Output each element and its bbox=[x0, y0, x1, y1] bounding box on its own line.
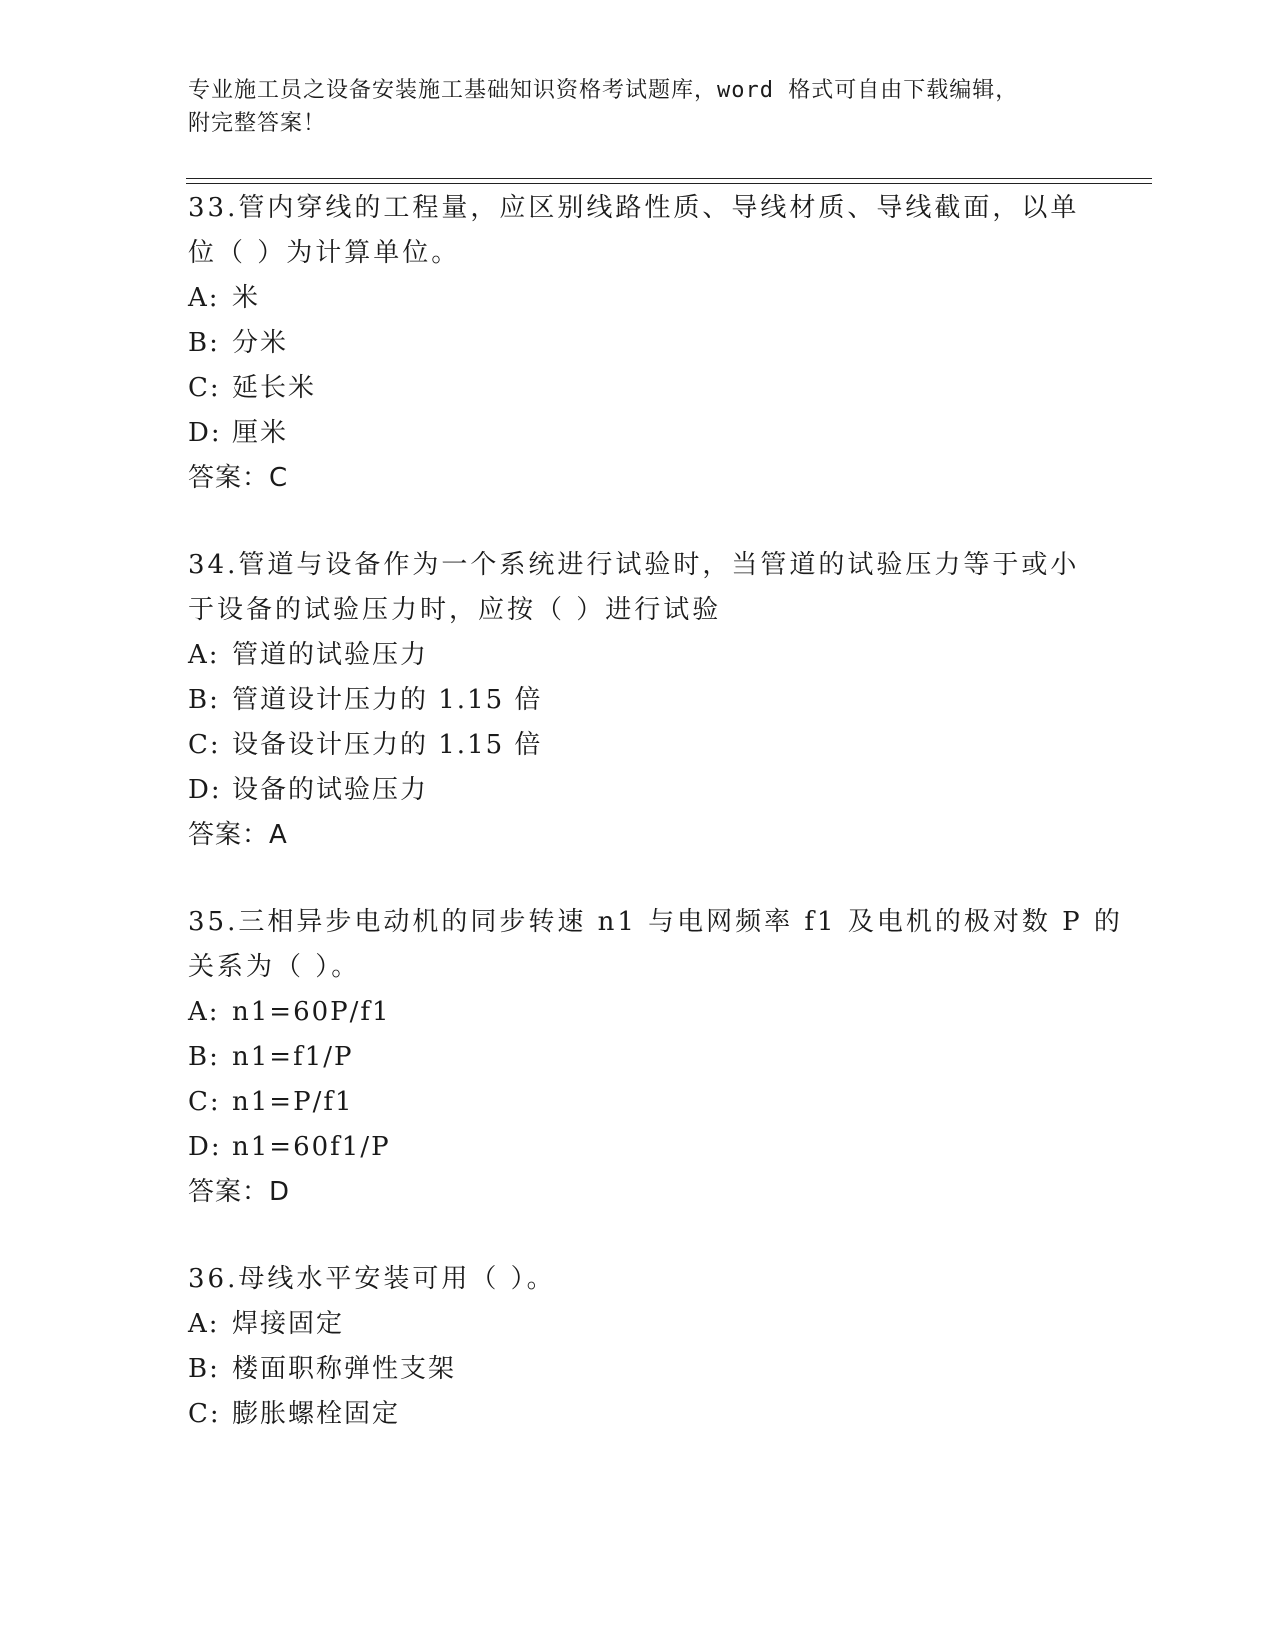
question-36 bbox=[188, 1257, 1088, 1437]
option-d: D: 厘米 bbox=[188, 418, 289, 448]
question-stem bbox=[188, 900, 1123, 990]
option-a: A: 管道的试验压力 bbox=[188, 640, 429, 670]
stem-line: 关系为（ ）。 bbox=[188, 952, 361, 982]
stem-line: 36.母线水平安装可用（ ）。 bbox=[188, 1264, 556, 1294]
question-34 bbox=[188, 543, 1088, 858]
option-b: B: n1=f1/P bbox=[188, 1042, 354, 1072]
option-a: A: 米 bbox=[188, 283, 261, 313]
answer: 答案：D bbox=[188, 1177, 291, 1207]
option-c: C: 膨胀螺栓固定 bbox=[188, 1399, 401, 1429]
question-35 bbox=[188, 900, 1123, 1215]
option-c: C: n1=P/f1 bbox=[188, 1087, 354, 1117]
stem-line: 34.管道与设备作为一个系统进行试验时，当管道的试验压力等于或小 bbox=[188, 550, 1080, 580]
question-stem bbox=[188, 1257, 1088, 1302]
option-b: B: 楼面职称弹性支架 bbox=[188, 1354, 457, 1384]
option-c: C: 设备设计压力的 1.15 倍 bbox=[188, 730, 543, 760]
option-c: C: 延长米 bbox=[188, 373, 317, 403]
option-a: A: n1=60P/f1 bbox=[188, 997, 391, 1027]
stem-line: 位（ ）为计算单位。 bbox=[188, 238, 461, 268]
answer: 答案：C bbox=[188, 463, 289, 493]
option-b: B: 管道设计压力的 1.15 倍 bbox=[188, 685, 543, 715]
option-d: D: 设备的试验压力 bbox=[188, 775, 429, 805]
question-stem bbox=[188, 186, 1088, 276]
answer: 答案：A bbox=[188, 820, 288, 850]
header-line-2: 附完整答案！ bbox=[188, 111, 327, 136]
question-stem bbox=[188, 543, 1088, 633]
stem-line: 35.三相异步电动机的同步转速 n1 与电网频率 f1 及电机的极对数 P 的 bbox=[188, 907, 1123, 937]
stem-line: 于设备的试验压力时，应按（ ）进行试验 bbox=[188, 595, 722, 625]
option-b: B: 分米 bbox=[188, 328, 289, 358]
header-divider-bottom bbox=[186, 183, 1152, 184]
header-divider-top bbox=[186, 178, 1152, 179]
option-a: A: 焊接固定 bbox=[188, 1309, 345, 1339]
option-d: D: n1=60f1/P bbox=[188, 1132, 391, 1162]
question-33 bbox=[188, 186, 1088, 501]
document-header bbox=[188, 74, 1068, 140]
header-line-1: 专业施工员之设备安装施工基础知识资格考试题库，word 格式可自由下载编辑， bbox=[188, 78, 1019, 103]
stem-line: 33.管内穿线的工程量，应区别线路性质、导线材质、导线截面，以单 bbox=[188, 193, 1080, 223]
